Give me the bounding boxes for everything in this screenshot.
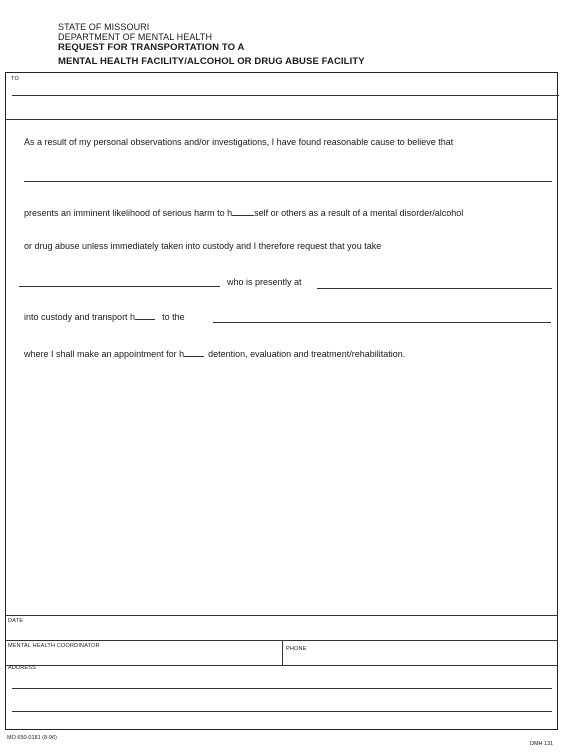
facility-field[interactable] [213,322,551,323]
statement-line-2a: presents an imminent likelihood of serious harm to h [24,208,233,218]
pronoun-field-1[interactable] [232,207,254,216]
form-code-right: DMH 131 [530,741,554,747]
statement-line-6a: where I shall make an appointment for h [24,349,185,359]
transport-person-field[interactable] [19,286,220,287]
pronoun-field-3[interactable] [184,348,204,357]
statement-line-5a: into custody and transport h [24,312,136,322]
statement-line-1: As a result of my personal observations and/or investigations, I have found reasonable cause to believe that [24,137,454,147]
header-department: DEPARTMENT OF MENTAL HEALTH [58,32,213,42]
address-line-2[interactable] [12,711,552,712]
statement-line-6b: detention, evaluation and treatment/rehabilitation. [208,349,406,359]
header-state: STATE OF MISSOURI [58,22,150,32]
form-title-line2: MENTAL HEALTH FACILITY/ALCOHOL OR DRUG ABUSE FACILITY [58,56,365,67]
statement-line-3: or drug abuse unless immediately taken into custody and I therefore request that you take [24,241,382,251]
person-name-field[interactable] [24,181,552,182]
statement-line-5 [24,311,185,323]
to-line-1[interactable] [12,95,559,96]
to-label: TO [11,76,19,82]
form-code-left: MO 650-0181 (8-96) [7,735,57,741]
present-location-field[interactable] [317,288,552,289]
form-title-line1: REQUEST FOR TRANSPORTATION TO A [58,42,245,53]
phone-divider [282,640,283,665]
pronoun-field-2[interactable] [135,311,155,320]
address-label: ADDRESS [8,665,36,671]
address-line-1[interactable] [12,688,552,689]
phone-label: PHONE [286,646,307,652]
to-section-divider [5,119,558,120]
address-divider [5,665,558,666]
date-divider [5,615,558,616]
statement-line-5b: to the [162,312,185,322]
coordinator-label: MENTAL HEALTH COORDINATOR [8,643,100,649]
statement-line-4: who is presently at [227,277,302,287]
date-label: DATE [8,618,24,624]
statement-line-2 [24,207,463,219]
form-frame [5,72,558,730]
statement-line-6 [24,348,405,360]
statement-line-2b: self or others as a result of a mental disorder/alcohol [254,208,464,218]
